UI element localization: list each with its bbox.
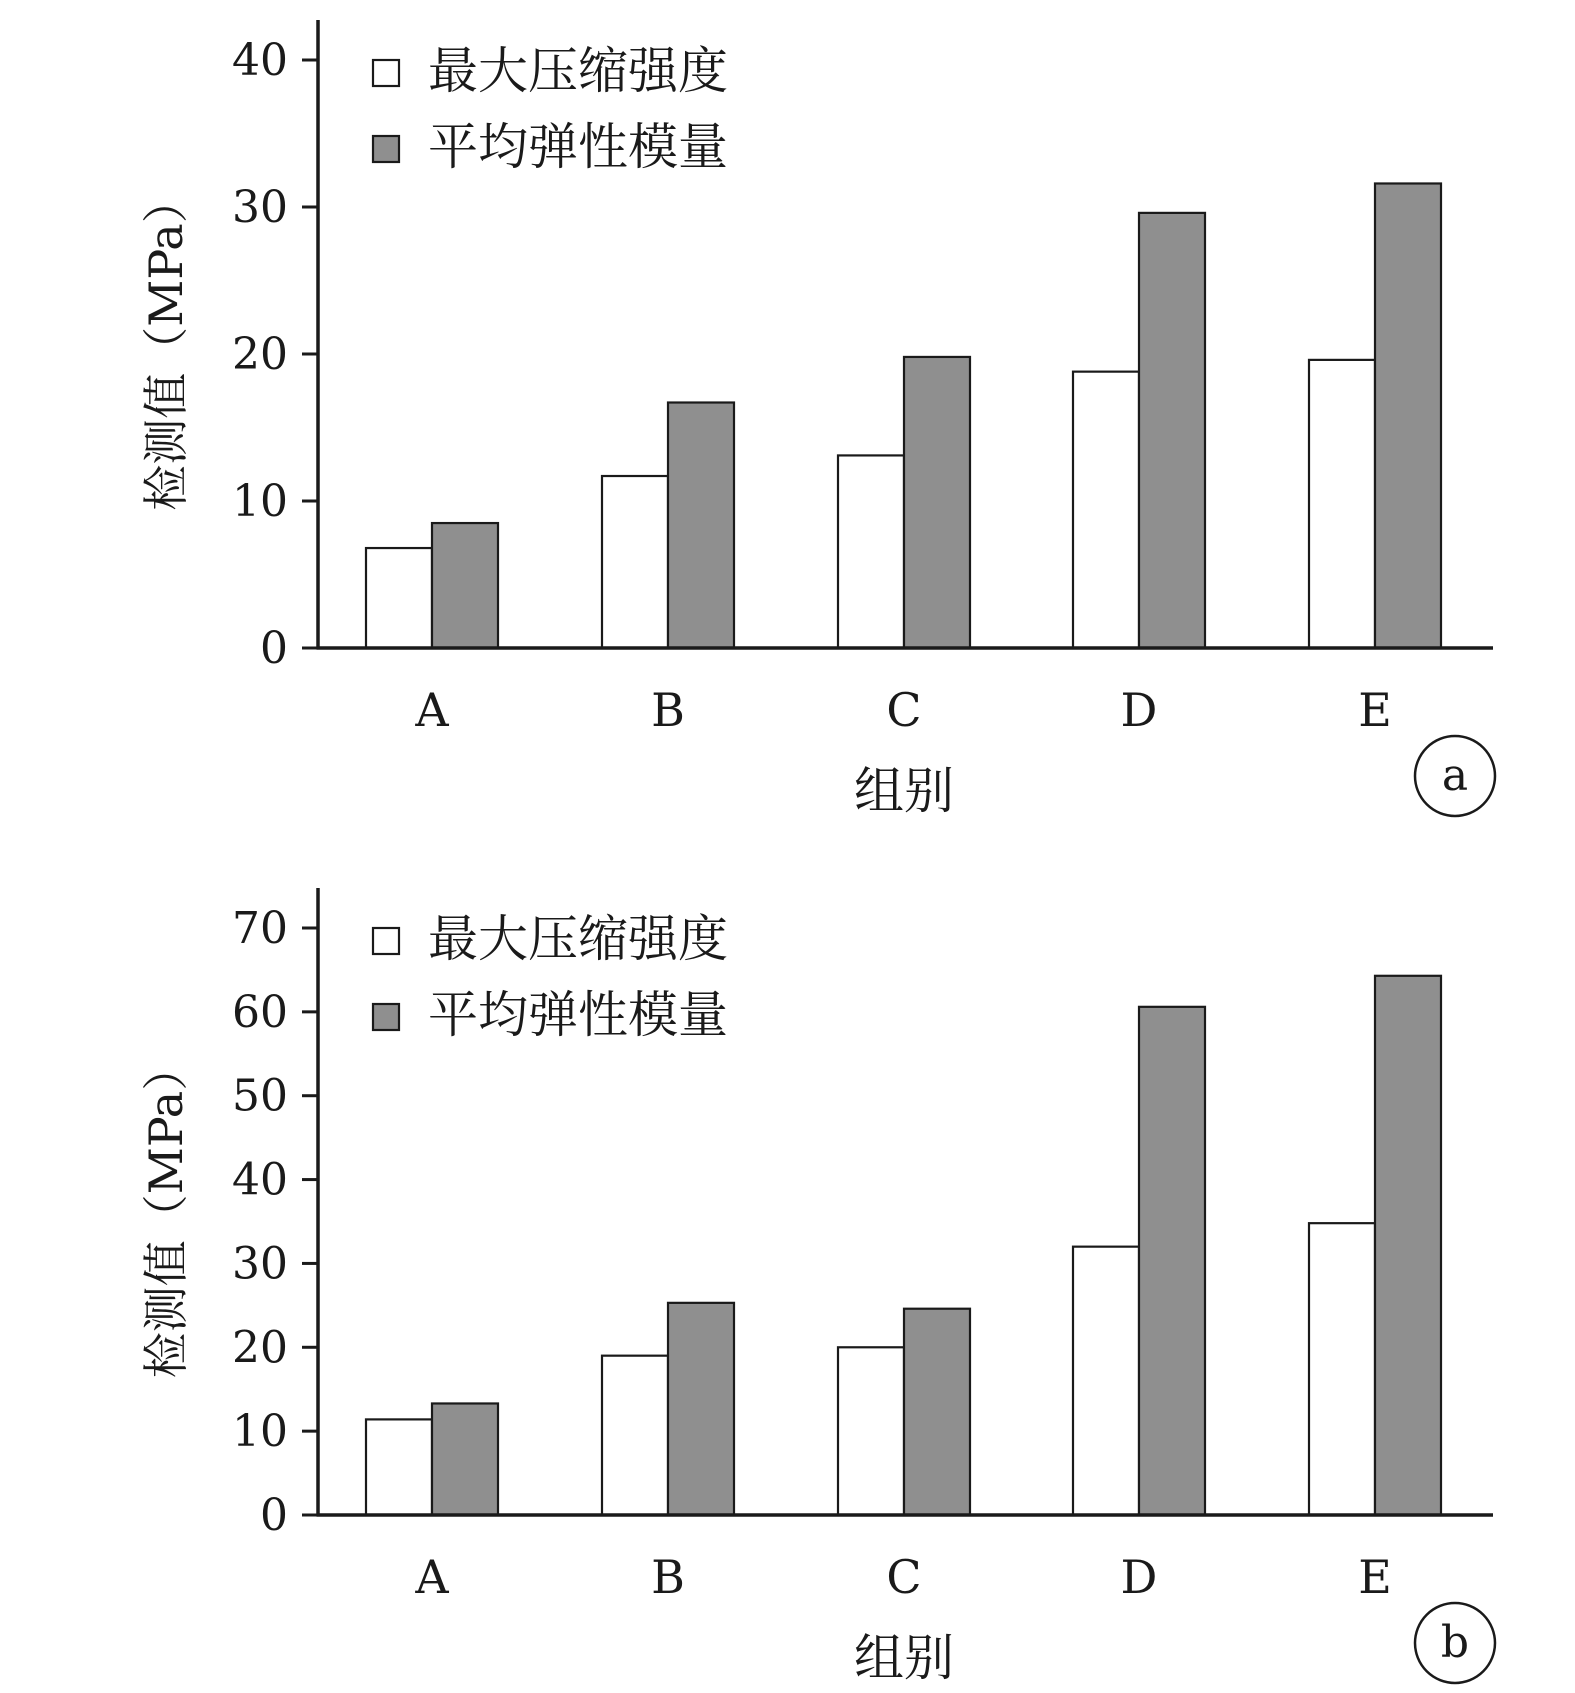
x-axis-label: 组别 [854, 1629, 954, 1687]
y-tick-label: 60 [232, 986, 288, 1038]
bar-B-series-1 [602, 476, 668, 648]
bar-D-series-2 [1139, 1007, 1205, 1515]
legend-swatch [373, 928, 399, 954]
y-axis-label: 检测值（MPa） [139, 1044, 193, 1379]
legend-label: 平均弹性模量 [428, 986, 728, 1044]
bar-C-series-2 [904, 357, 970, 648]
y-tick-label: 40 [232, 1154, 288, 1206]
bar-B-series-1 [602, 1356, 668, 1515]
x-axis-label: 组别 [854, 762, 954, 820]
x-tick-label: A [415, 683, 449, 737]
x-tick-label: B [651, 683, 685, 737]
bar-E-series-1 [1309, 1223, 1375, 1515]
bar-B-series-2 [668, 1303, 734, 1515]
panel-label: a [1441, 750, 1469, 801]
y-tick-label: 0 [260, 1490, 288, 1541]
x-tick-label: E [1358, 683, 1392, 737]
bar-C-series-1 [838, 455, 904, 648]
bar-E-series-2 [1375, 976, 1441, 1515]
legend-label: 最大压缩强度 [428, 910, 728, 968]
y-tick-label: 30 [232, 1238, 288, 1290]
chart-panel-b [139, 888, 1495, 1687]
x-tick-label: A [415, 1550, 449, 1604]
x-tick-label: B [651, 1550, 685, 1604]
x-tick-label: D [1120, 683, 1158, 737]
x-tick-label: E [1358, 1550, 1392, 1604]
y-tick-label: 10 [232, 476, 288, 527]
y-tick-label: 10 [232, 1406, 288, 1458]
chart-panel-a [139, 20, 1495, 820]
bar-B-series-2 [668, 403, 734, 648]
legend-swatch [373, 1004, 399, 1030]
y-tick-label: 20 [232, 1322, 288, 1374]
y-tick-label: 30 [232, 182, 288, 233]
bar-A-series-1 [366, 1419, 432, 1515]
legend-swatch [373, 136, 399, 162]
x-tick-label: D [1120, 1550, 1158, 1604]
bar-A-series-2 [432, 523, 498, 648]
bar-D-series-1 [1073, 372, 1139, 648]
y-tick-label: 50 [232, 1070, 288, 1122]
bar-C-series-1 [838, 1347, 904, 1515]
bar-A-series-2 [432, 1403, 498, 1515]
y-axis-label: 检测值（MPa） [139, 177, 193, 511]
bar-D-series-1 [1073, 1247, 1139, 1515]
panel-label: b [1440, 1617, 1470, 1668]
y-tick-label: 20 [232, 329, 288, 380]
bar-D-series-2 [1139, 213, 1205, 648]
x-tick-label: C [886, 683, 922, 737]
legend-label: 平均弹性模量 [428, 118, 728, 176]
y-tick-label: 0 [260, 623, 288, 674]
bar-C-series-2 [904, 1309, 970, 1515]
x-tick-label: C [886, 1550, 922, 1604]
y-tick-label: 70 [232, 903, 288, 954]
legend-label: 最大压缩强度 [428, 42, 728, 100]
bar-A-series-1 [366, 548, 432, 648]
legend-swatch [373, 60, 399, 86]
bar-E-series-1 [1309, 360, 1375, 648]
bar-E-series-2 [1375, 183, 1441, 648]
y-tick-label: 40 [232, 35, 288, 86]
